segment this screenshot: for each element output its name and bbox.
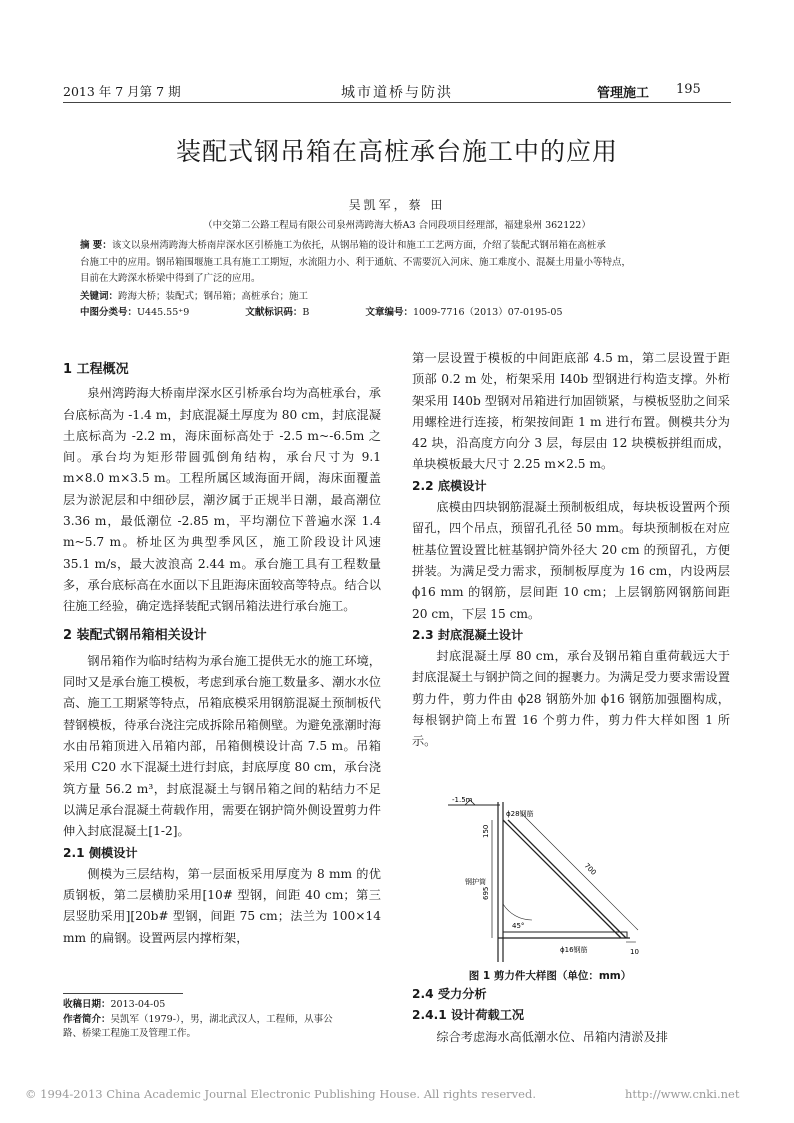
section-1-body: 泉州湾跨海大桥南岸深水区引桥承台均为高桩承台，承台底标高为 -1.4 m，封底混凝土厚度为 80 cm，封底混凝土底标高为 -2.2 m，海床面标高处于 -2.5 m~-6.5m 之间。承台均为矩形带圆弧倒角结构，承台尺寸为 9.1 m×8.0 m×3.5 m。工程所属区域海面开阔，海床面覆盖层为淤泥层和中细砂层，潮汐属于正规半日潮，最高潮位 3.36 m，最低潮位 -2.85 m，平均潮位下普遍水深 1.4 m~5.7 m。桥址区为典型季风区，施工阶段设计风速 35.1 m/s，最大波浪高 2.44 m。承台施工具有工程数量多，承台底标高在水面以下且距海床面较高等特点。结合以往施工经验，确定选择装配式钢吊箱法进行承台施工。 xyxy=(63,386,381,614)
clc-label: 中图分类号： xyxy=(80,307,138,318)
received-date: 2013-04-05 xyxy=(110,999,166,1010)
left-column xyxy=(63,359,381,949)
section-2-2-body: 底模由四块钢筋混凝土预制板组成，每块板设置两个预留孔，四个吊点，预留孔孔径 50 mm。每块预制板在对应桩基位置设置比桩基钢护筒外径大 20 cm 的预留孔，方便拼装。为满足受力需求，预制板厚度为 16 cm，内设两层 ϕ16 mm 的钢筋，层间距 10 cm；上层钢筋网钢筋间距 20 cm，下层 15 cm。 xyxy=(412,500,730,621)
footnote-received xyxy=(63,998,381,1012)
figure-label-150: 150 xyxy=(482,824,490,838)
figure-label-rebar28: ϕ28钢筋 xyxy=(506,810,534,818)
section-2-1-body: 侧模为三层结构，第一层面板采用厚度为 8 mm 的优质钢板，第二层横肋采用[10# 型钢，间距 40 cm；第三层竖肋采用][20b# 型钢，间距 75 cm；法兰为 100×14 mm 的扁钢。设置两层内撑桁架， xyxy=(63,866,381,945)
footnote-rule xyxy=(63,993,183,994)
right-column xyxy=(412,348,730,753)
article-no-value: 1009-7716（2013）07-0195-05 xyxy=(412,307,563,318)
figure-label-angle: 45° xyxy=(512,922,525,930)
right-column-lower xyxy=(412,984,730,1048)
figure-label-700: 700 xyxy=(582,861,598,877)
rebar-28-diagonal-2 xyxy=(508,820,626,938)
abstract-label: 摘 要： xyxy=(80,240,112,251)
cnki-link[interactable]: http://www.cnki.net xyxy=(625,1087,740,1101)
abstract xyxy=(80,238,716,288)
angle-arc xyxy=(503,904,532,920)
doc-code-value: B xyxy=(302,307,310,318)
footnote-author xyxy=(63,1013,381,1027)
rebar-28-diagonal xyxy=(503,820,621,938)
section-2-1-continued: 第一层设置于模板的中间距底部 4.5 m，第二层设置于距顶部 0.2 m 处，桁架采用 I40b 型钢进行构造支撑。外桁架采用 I40b 型钢对吊箱进行加固锁紧，与模板竖肋之间采用螺栓进行连接，桁架按间距 1 m 进行布置。侧模共分为 42 块，沿高度方向分 3 层，每层由 12 块模板拼组而成，单块模板最大尺寸 2.25 m×2.5 m。 xyxy=(412,351,730,472)
figure-label-695: 695 xyxy=(482,886,490,900)
section-name: 管理施工 xyxy=(597,86,650,101)
keywords-value: 跨海大桥；装配式；钢吊箱；高桩承台；施工 xyxy=(118,291,309,302)
section-2-body: 钢吊箱作为临时结构为承台施工提供无水的施工环境，同时又是承台施工模板，考虑到承台施工数量多、潮水水位高、施工工期紧等特点，吊箱底模采用钢筋混凝土预制板代替钢模板，待承台浇注完成拆除吊箱侧壁。为避免涨潮时海水由吊箱顶进入吊箱内部，吊箱侧模设计高 7.5 m。吊箱采用 C20 水下混凝土进行封底，封底厚度 80 cm，承台浇筑方量 56.2 m³，封底混凝土与钢吊箱之间的粘结力不足以满足承台混凝土荷载作用，需要在钢护筒外侧设置剪力件伸入封底混凝土[1-2]。 xyxy=(63,653,381,839)
section-1-heading: 1 工程概况 xyxy=(63,362,129,377)
section-2-4-1-body: 综合考虑海水高低潮水位、吊箱内清淤及排 xyxy=(436,1029,668,1044)
section-2-4-1-heading: 2.4.1 设计荷载工况 xyxy=(412,1008,525,1023)
doc-code-label: 文献标识码： xyxy=(245,307,303,318)
figure-label-10: 10 xyxy=(630,948,639,956)
abstract-line-2: 台施工中的应用。钢吊箱围堰施工具有施工工期短，水流阻力小、利于通航、不需要沉入河床、施工难度小、混凝土用量小等特点， xyxy=(80,256,632,268)
figure-1-caption: 图 1 剪力件大样图（单位：mm） xyxy=(468,970,632,982)
section-2-3-body: 封底混凝土厚 80 cm，承台及钢吊箱自重荷载远大于封底混凝土与钢护筒之间的握裹力。为满足受力要求需设置剪力件，剪力件由 ϕ28 钢筋外加 ϕ16 钢筋加强圈构成，每根钢护筒上布置 16 个剪力件，剪力件大样如图 1 所示。 xyxy=(412,649,730,749)
figure-label-rebar16: ϕ16钢筋 xyxy=(560,946,588,954)
dim-700-line xyxy=(522,814,638,930)
affiliation: （中交第二公路工程局有限公司泉州湾跨海大桥A3 合同段项目经理部，福建泉州 362122） xyxy=(203,220,591,231)
rebar-16-ring xyxy=(503,932,627,938)
keywords xyxy=(80,289,716,306)
section-2-heading: 2 装配式钢吊箱相关设计 xyxy=(63,627,207,643)
issue-date: 2013 年 7 月第 7 期 xyxy=(63,84,181,99)
classification-line xyxy=(80,305,716,322)
abstract-line-1: 摘 要：该文以泉州湾跨海大桥南岸深水区引桥施工为依托，从钢吊箱的设计和施工工艺两方面，介绍了装配式钢吊箱在高桩承 xyxy=(80,240,606,251)
abstract-line-3: 目前在大跨深水桥梁中得到了广泛的应用。 xyxy=(80,273,261,284)
section-2-2-heading: 2.2 底模设计 xyxy=(412,478,487,493)
section-2-3-heading: 2.3 封底混凝土设计 xyxy=(412,627,524,642)
copyright-notice: © 1994-2013 China Academic Journal Electronic Publishing House. All rights reserved. xyxy=(25,1087,536,1101)
author-bio-label: 作者简介： xyxy=(63,1014,111,1025)
article-no-label: 文章编号： xyxy=(365,307,413,318)
journal-name: 城市道桥与防洪 xyxy=(341,85,453,101)
keywords-label: 关键词： xyxy=(80,291,119,302)
paper-title: 装配式钢吊箱在高桩承台施工中的应用 xyxy=(175,137,618,166)
section-2-1-heading: 2.1 侧模设计 xyxy=(63,845,138,860)
figure-1-shear-connector-diagram xyxy=(440,792,660,984)
figure-label-level: -1.5m xyxy=(452,796,473,804)
author-bio-line-1: 吴凯军（1979-），男，湖北武汉人，工程师，从事公 xyxy=(110,1014,333,1025)
figure-label-casing: 钢护筒 xyxy=(465,878,486,886)
page-number: 195 xyxy=(676,82,701,97)
header-rule xyxy=(63,102,731,103)
section-2-4-heading: 2.4 受力分析 xyxy=(412,987,487,1001)
clc-value: U445.55⁺9 xyxy=(137,307,190,318)
authors: 吴凯军，蔡 田 xyxy=(348,198,446,212)
footnote-author-cont: 路、桥梁工程施工及管理工作。 xyxy=(63,1028,197,1039)
received-label: 收稿日期： xyxy=(63,999,111,1010)
